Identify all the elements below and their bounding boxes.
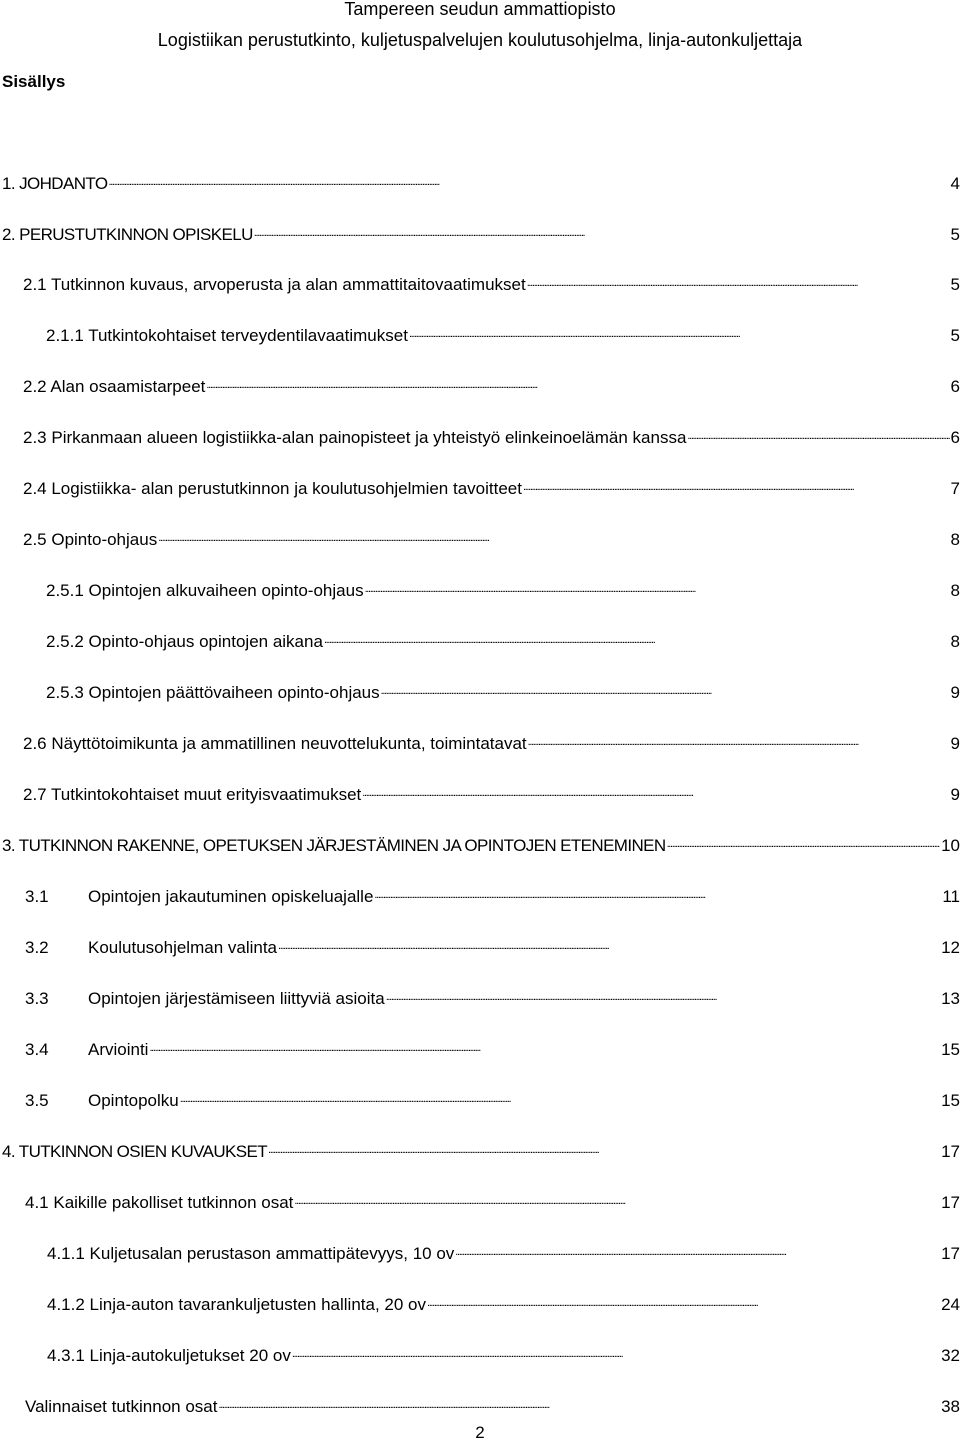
toc-entry-title: 2.7 Tutkintokohtaiset muut erityisvaatimukset xyxy=(23,785,362,804)
toc-entry[interactable] xyxy=(2,834,960,858)
toc-leader-dots xyxy=(254,226,950,240)
toc-entry-title: 2.5 Opinto-ohjaus xyxy=(23,530,158,549)
toc-entry-page: 38 xyxy=(941,1397,960,1416)
toc-entry-page: 15 xyxy=(941,1040,960,1059)
toc-leader-dots xyxy=(294,1194,940,1208)
toc-entry-page: 12 xyxy=(941,938,960,957)
toc-entry[interactable] xyxy=(25,1191,960,1215)
toc-entry[interactable] xyxy=(2,223,960,247)
toc-leader-dots xyxy=(381,684,950,698)
toc-entry[interactable] xyxy=(46,681,960,705)
toc-entry-page: 6 xyxy=(950,428,960,447)
page-number: 2 xyxy=(475,1423,485,1442)
toc-entry[interactable] xyxy=(23,528,960,552)
toc-leader-dots xyxy=(687,429,949,443)
toc-entry-page: 17 xyxy=(941,1244,960,1263)
toc-entry-page: 4 xyxy=(950,174,960,193)
toc-entry-page: 6 xyxy=(950,377,960,396)
toc-leader-dots xyxy=(158,531,949,545)
toc-entry[interactable] xyxy=(2,1140,960,1164)
toc-leader-dots xyxy=(149,1041,940,1055)
toc-entry-number: 3.3 xyxy=(25,989,49,1008)
toc-entry-title: 3. TUTKINNON RAKENNE, OPETUKSEN JÄRJESTÄMINEN JA OPINTOJEN ETENEMINEN xyxy=(2,836,666,855)
toc-heading: Sisällys xyxy=(2,72,66,91)
toc-entry-page: 13 xyxy=(941,989,960,1008)
toc-leader-dots xyxy=(528,735,950,749)
toc-entry-title: Koulutusohjelman valinta xyxy=(88,938,278,957)
header-school: Tampereen seudun ammattiopisto xyxy=(344,0,616,19)
toc-entry[interactable] xyxy=(23,426,960,450)
toc-entry-title: 2.3 Pirkanmaan alueen logistiikka-alan painopisteet ja yhteistyö elinkeinoelämän kanssa xyxy=(23,428,687,447)
toc-entry-title: 2.5.1 Opintojen alkuvaiheen opinto-ohjaus xyxy=(46,581,364,600)
toc-entry[interactable] xyxy=(47,1293,960,1317)
toc-entry[interactable] xyxy=(23,273,960,297)
toc-entry-title: Opintopolku xyxy=(88,1091,179,1110)
toc-entry-number: 3.1 xyxy=(25,887,49,906)
toc-leader-dots xyxy=(324,633,950,647)
toc-entry-title: 2.5.3 Opintojen päättövaiheen opinto-ohjaus xyxy=(46,683,380,702)
toc-leader-dots xyxy=(527,276,950,290)
toc-entry-title: 2.1 Tutkinnon kuvaus, arvoperusta ja alan ammattitaitovaatimukset xyxy=(23,275,526,294)
toc-entry-page: 10 xyxy=(941,836,960,855)
toc-leader-dots xyxy=(292,1347,940,1361)
toc-leader-dots xyxy=(206,378,949,392)
toc-entry-title: 2.5.2 Opinto-ohjaus opintojen aikana xyxy=(46,632,323,651)
toc-entry[interactable] xyxy=(25,1395,960,1419)
header-program: Logistiikan perustutkinto, kuljetuspalvelujen koulutusohjelma, linja-autonkuljettaja xyxy=(157,30,803,50)
toc-entry[interactable] xyxy=(25,885,960,909)
toc-entry-title: 2. PERUSTUTKINNON OPISKELU xyxy=(2,225,253,244)
toc-entry-number: 3.4 xyxy=(25,1040,49,1059)
toc-leader-dots xyxy=(218,1398,940,1412)
toc-entry-page: 8 xyxy=(950,632,960,651)
toc-entry-page: 8 xyxy=(950,581,960,600)
toc-entry-page: 9 xyxy=(950,785,960,804)
toc-leader-dots xyxy=(427,1296,940,1310)
toc-entry[interactable] xyxy=(47,1344,960,1368)
toc-entry-page: 15 xyxy=(941,1091,960,1110)
toc-entry-title: 2.2 Alan osaamistarpeet xyxy=(23,377,206,396)
toc-leader-dots xyxy=(409,327,950,341)
toc-entry[interactable] xyxy=(25,936,960,960)
toc-entry-page: 24 xyxy=(941,1295,960,1314)
toc-entry-page: 11 xyxy=(942,887,960,906)
toc-entry-page: 5 xyxy=(950,326,960,345)
toc-entry-title: Opintojen järjestämiseen liittyviä asioita xyxy=(88,989,385,1008)
toc-entry-title: 4.1 Kaikille pakolliset tutkinnon osat xyxy=(25,1193,294,1212)
toc-entry-page: 17 xyxy=(941,1193,960,1212)
toc-entry-page: 9 xyxy=(950,683,960,702)
toc-entry-title: 2.6 Näyttötoimikunta ja ammatillinen neuvottelukunta, toimintatavat xyxy=(23,734,527,753)
toc-leader-dots xyxy=(523,480,950,494)
toc-leader-dots xyxy=(109,175,950,189)
toc-entry-title: 2.1.1 Tutkintokohtaiset terveydentilavaatimukset xyxy=(46,326,408,345)
toc-leader-dots xyxy=(362,786,949,800)
toc-entry-page: 5 xyxy=(950,275,960,294)
toc-leader-dots xyxy=(278,939,940,953)
toc-entry[interactable] xyxy=(23,375,960,399)
toc-entry-title: 4.3.1 Linja-autokuljetukset 20 ov xyxy=(47,1346,291,1365)
toc-entry[interactable] xyxy=(23,732,960,756)
toc-entry-page: 5 xyxy=(950,225,960,244)
toc-entry-title: 4. TUTKINNON OSIEN KUVAUKSET xyxy=(2,1142,268,1161)
toc-entry-title: 2.4 Logistiikka- alan perustutkinnon ja koulutusohjelmien tavoitteet xyxy=(23,479,522,498)
toc-entry[interactable] xyxy=(2,172,960,196)
toc-leader-dots xyxy=(455,1245,940,1259)
toc-entry[interactable] xyxy=(46,579,960,603)
toc-entry-title: Opintojen jakautuminen opiskeluajalle xyxy=(88,887,374,906)
toc-entry-page: 7 xyxy=(950,479,960,498)
toc-entry[interactable] xyxy=(47,1242,960,1266)
toc-leader-dots xyxy=(268,1143,940,1157)
toc-entry-page: 17 xyxy=(941,1142,960,1161)
toc-entry-title: Valinnaiset tutkinnon osat xyxy=(25,1397,218,1416)
toc-entry-title: 4.1.1 Kuljetusalan perustason ammattipätevyys, 10 ov xyxy=(47,1244,455,1263)
toc-leader-dots xyxy=(374,888,941,902)
toc-leader-dots xyxy=(180,1092,940,1106)
toc-entry-number: 3.5 xyxy=(25,1091,49,1110)
toc-entry-page: 9 xyxy=(950,734,960,753)
toc-entry-page: 8 xyxy=(950,530,960,549)
toc-leader-dots xyxy=(386,990,940,1004)
toc-entry[interactable] xyxy=(25,1038,960,1062)
toc-leader-dots xyxy=(667,837,940,851)
toc-entry[interactable] xyxy=(25,987,960,1011)
toc-entry-title: 1. JOHDANTO xyxy=(2,174,108,193)
toc-entry[interactable] xyxy=(46,324,960,348)
toc-entry[interactable] xyxy=(23,477,960,501)
toc-entry-title: 4.1.2 Linja-auton tavarankuljetusten hallinta, 20 ov xyxy=(47,1295,426,1314)
toc-entry-page: 32 xyxy=(941,1346,960,1365)
toc-entry-number: 3.2 xyxy=(25,938,49,957)
toc-entry[interactable] xyxy=(46,630,960,654)
toc-entry[interactable] xyxy=(25,1089,960,1113)
toc-entry-title: Arviointi xyxy=(88,1040,149,1059)
toc-leader-dots xyxy=(365,582,950,596)
toc-entry[interactable] xyxy=(23,783,960,807)
